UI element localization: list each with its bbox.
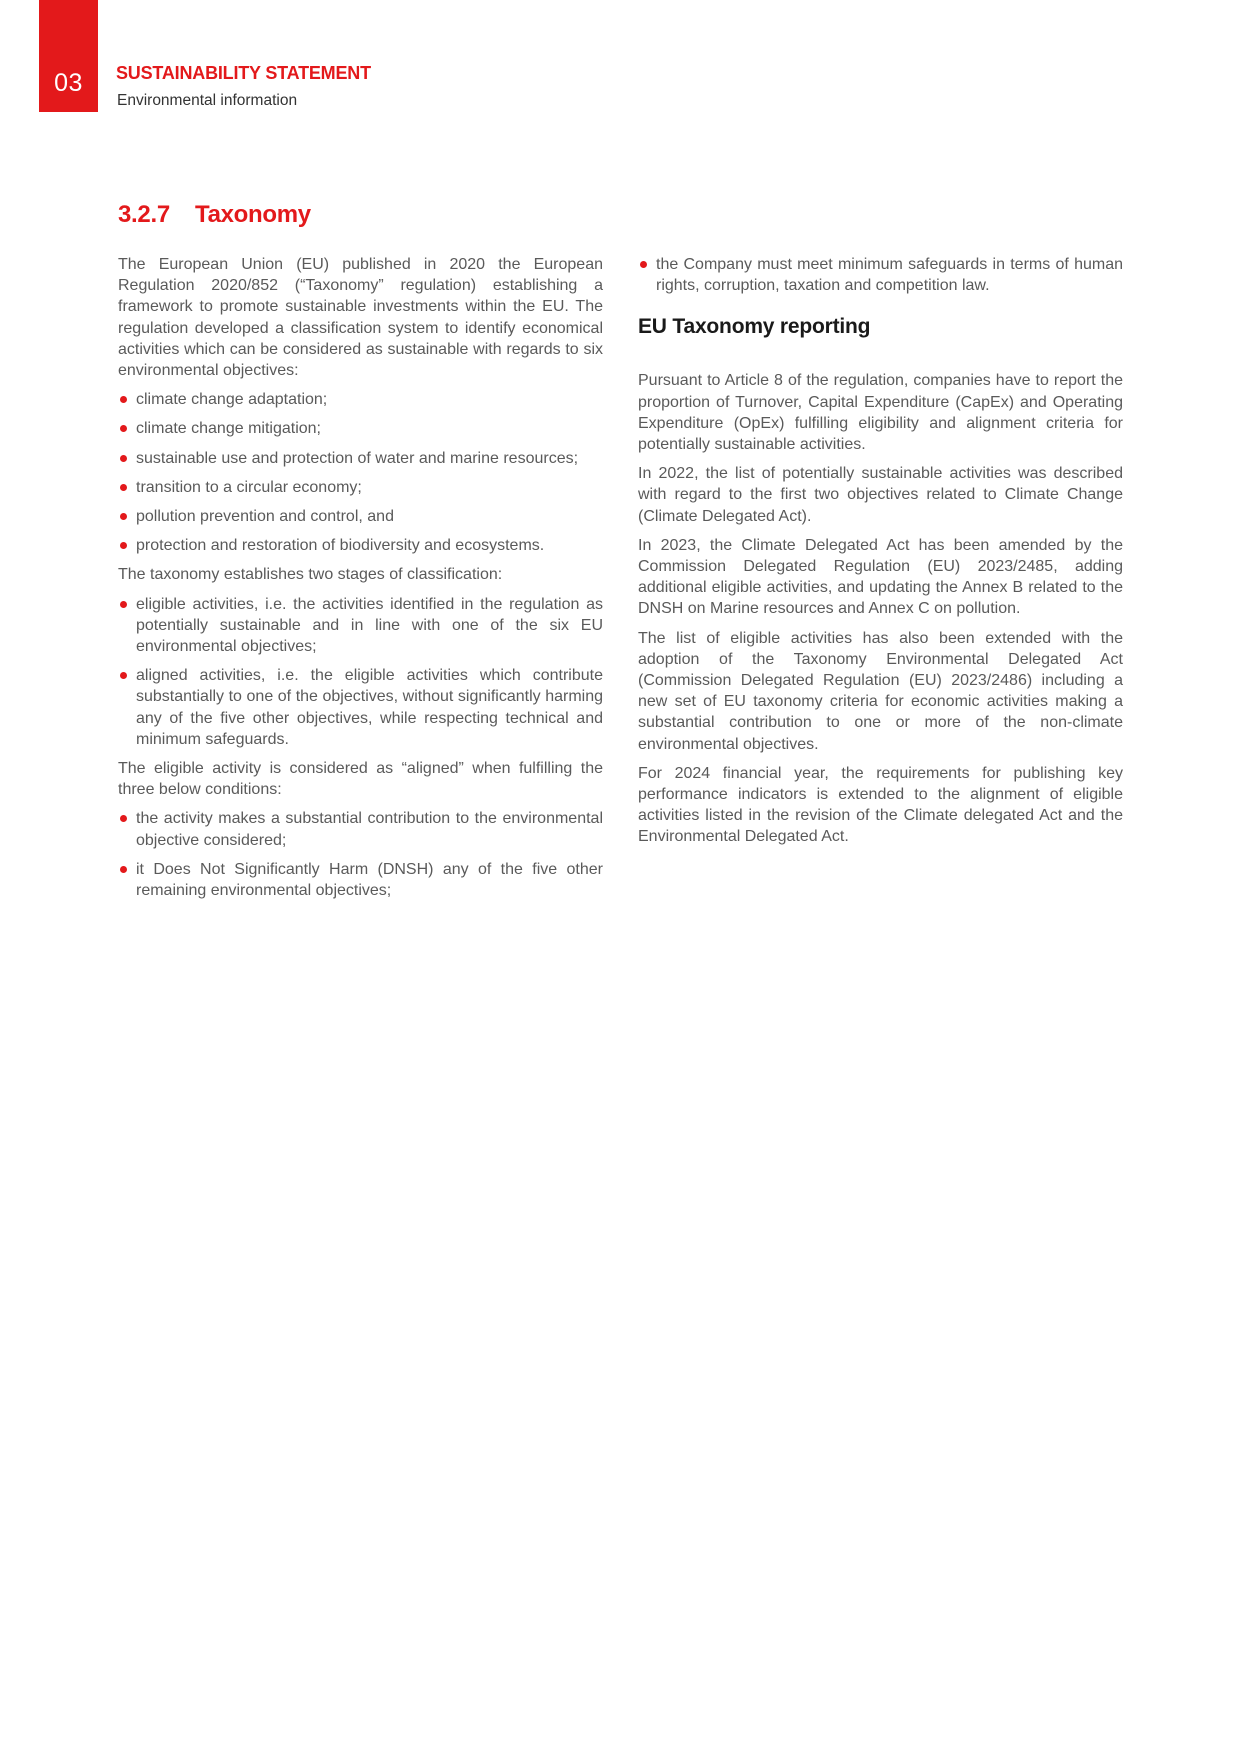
- chapter-number: 03: [54, 69, 83, 97]
- bullet-icon: [120, 425, 127, 432]
- list-item: [638, 254, 1123, 296]
- list-item: [118, 594, 603, 658]
- header-title: SUSTAINABILITY STATEMENT: [116, 63, 371, 83]
- bullet-icon: [120, 455, 127, 462]
- bullet-icon: [120, 672, 127, 679]
- conditions-list: [118, 808, 603, 901]
- bullet-icon: [120, 484, 127, 491]
- list-item: [118, 808, 603, 850]
- list-item-text: the activity makes a substantial contribution to the environmental objective considered;: [136, 810, 603, 849]
- bullet-icon: [120, 513, 127, 520]
- list-item-text: climate change mitigation;: [136, 420, 321, 438]
- paragraph: The list of eligible activities has also been extended with the adoption of the Taxonomy Environmental Delegated Act (Commission Delegated Regulation (EU) 2023/2486) including a new set of EU taxonomy criteria for economic activities making a substantial contribution to one or more of the non-climate environmental objectives.: [638, 629, 1123, 753]
- list-item: [118, 477, 603, 498]
- list-item-text: transition to a circular economy;: [136, 478, 362, 496]
- chapter-tab: [39, 0, 98, 112]
- list-item-text: the Company must meet minimum safeguards in terms of human rights, corruption, taxation and competition law.: [656, 256, 1123, 295]
- paragraph: In 2023, the Climate Delegated Act has been amended by the Commission Delegated Regulation (EU) 2023/2485, adding additional eligible activities, and updating the Annex B related to the DNSH on Marine resources and Annex C on pollution.: [638, 536, 1123, 618]
- list-item-text: it Does Not Significantly Harm (DNSH) any of the five other remaining environmental objectives;: [136, 860, 603, 900]
- list-item-text: pollution prevention and control, and: [136, 508, 394, 526]
- list-item: [118, 389, 603, 410]
- intro-paragraph: The European Union (EU) published in 2020 the European Regulation 2020/852 (“Taxonomy” regulation) establishing a framework to promote sustainable investments within the EU. The regulation developed a classification system to identify economical activities which can be considered as sustainable with regards to six environmental objectives:: [118, 256, 603, 380]
- right-column: [638, 254, 1123, 856]
- list-item-text: eligible activities, i.e. the activities identified in the regulation as potentially sustainable and in line with one of the six EU environmental objectives;: [136, 595, 603, 656]
- list-item: [118, 448, 603, 469]
- list-item: [118, 418, 603, 439]
- bullet-icon: [120, 396, 127, 403]
- stages-intro-paragraph: The taxonomy establishes two stages of classification:: [118, 566, 503, 584]
- list-item: [118, 859, 603, 901]
- section-number: 3.2.7: [118, 201, 170, 228]
- bullet-icon: [120, 542, 127, 549]
- list-item: [118, 535, 603, 556]
- section-title-text: Taxonomy: [195, 201, 311, 228]
- list-item: [118, 665, 603, 750]
- paragraph: For 2024 financial year, the requirements for publishing key performance indicators is extended to the alignment of eligible activities listed in the revision of the Climate delegated Act and the Environmental Delegated Act.: [638, 764, 1123, 846]
- left-column: [118, 254, 603, 909]
- stages-list: [118, 594, 603, 750]
- header-subtitle: Environmental information: [117, 92, 298, 109]
- list-item: [118, 506, 603, 527]
- list-item-text: aligned activities, i.e. the eligible activities which contribute substantially to one of the objectives, without significantly harming any of the five other objectives, while respecting technical and minimum safeguards.: [136, 667, 603, 748]
- conditions-intro-paragraph: The eligible activity is considered as “aligned” when fulfilling the three below conditions:: [118, 760, 603, 799]
- bullet-icon: [120, 815, 127, 822]
- section-title: [118, 201, 311, 229]
- list-item-text: sustainable use and protection of water and marine resources;: [136, 449, 579, 467]
- bullet-icon: [120, 866, 127, 873]
- bullet-icon: [120, 601, 127, 608]
- conditions-list-continued: [638, 254, 1123, 296]
- objectives-list: [118, 389, 603, 556]
- subheading: EU Taxonomy reporting: [638, 315, 871, 339]
- list-item-text: protection and restoration of biodiversity and ecosystems.: [136, 537, 545, 555]
- list-item-text: climate change adaptation;: [136, 391, 328, 409]
- bullet-icon: [640, 261, 647, 268]
- paragraph: In 2022, the list of potentially sustainable activities was described with regard to the first two objectives related to Climate Change (Climate Delegated Act).: [638, 465, 1123, 525]
- paragraph: Pursuant to Article 8 of the regulation, companies have to report the proportion of Turnover, Capital Expenditure (CapEx) and Operating Expenditure (OpEx) fulfilling eligibility and alignment criteria for potentially sustainable activities.: [638, 372, 1123, 454]
